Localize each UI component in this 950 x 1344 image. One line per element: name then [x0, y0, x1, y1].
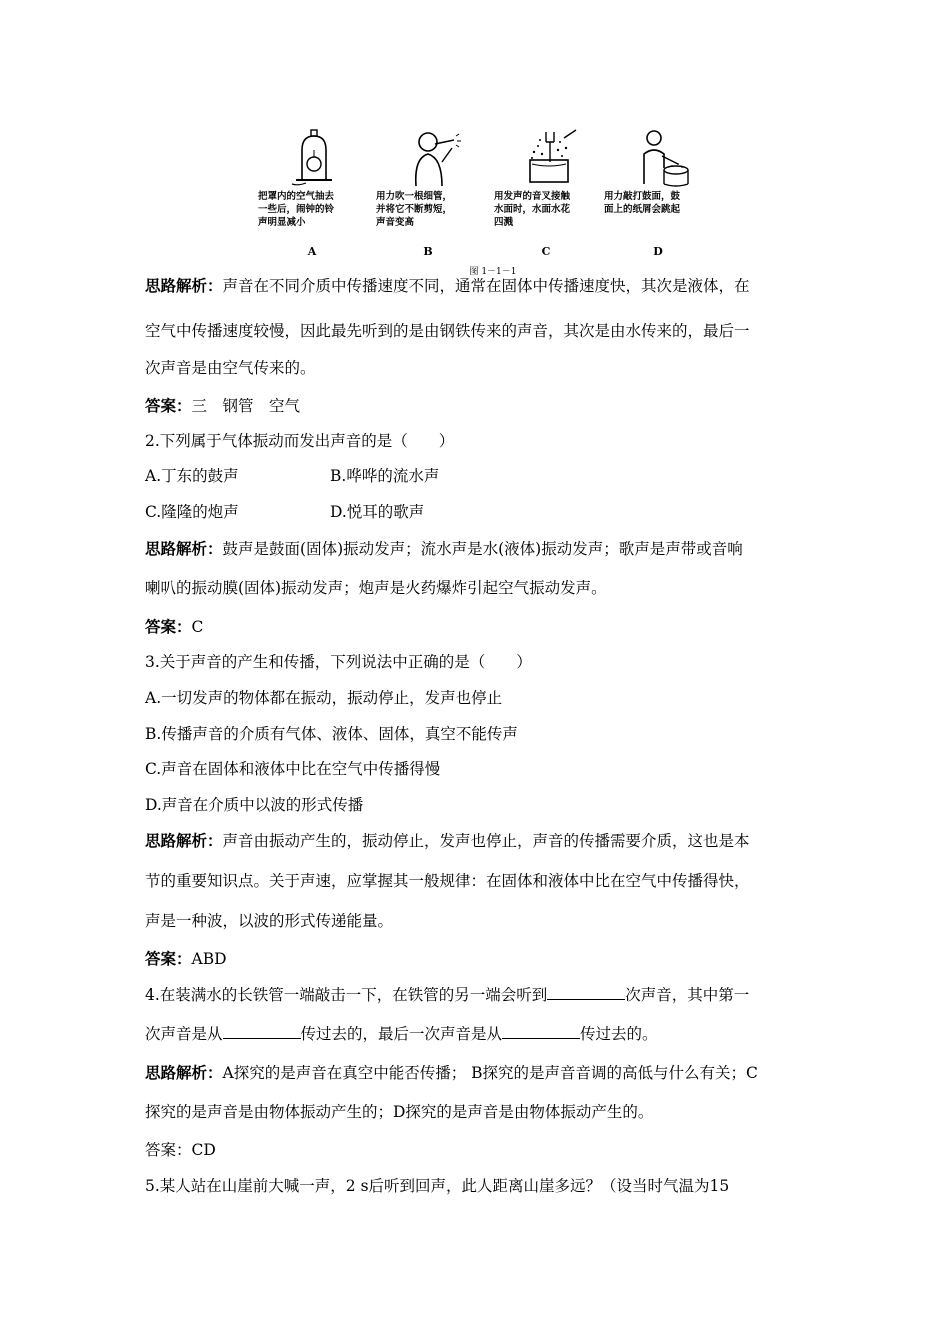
answer-blank-3[interactable] — [502, 1024, 580, 1039]
answer-1 — [145, 396, 300, 416]
question-2-option-a: A.丁东的鼓声 — [145, 467, 239, 485]
question-3-option-b: B.传播声音的介质有气体、液体、固体，真空不能传声 — [145, 725, 518, 743]
figure-1-1-1 — [258, 128, 728, 276]
explanation-text: A探究的是声音在真空中能否传播； B探究的是声音音调的高低与什么有关；C — [222, 1064, 758, 1082]
answer-text: C — [191, 618, 204, 636]
explanation-label: 思路解析： — [145, 276, 223, 295]
man-blowing-tube-illustration — [402, 128, 462, 188]
answer-4: 答案：CD — [145, 1141, 216, 1159]
panel-b-letter: B — [423, 245, 433, 258]
panel-d-caption: 用力敲打鼓面，鼓 面上的纸屑会跳起 — [604, 191, 681, 215]
question-4-text: 传过去的。 — [580, 1025, 658, 1043]
answer-text: 三 钢管 空气 — [191, 397, 301, 415]
figure-title: 图 1－1－1 — [469, 267, 517, 277]
explanation-2-line2: 喇叭的振动膜(固体)振动发声；炮声是火药爆炸引起空气振动发声。 — [145, 579, 607, 597]
explanation-text: 声音由振动产生的，振动停止，发声也停止，声音的传播需要介质，这也是本 — [222, 832, 750, 850]
explanation-1-line2: 空气中传播速度较慢，因此最先听到的是由钢铁传来的声音，其次是由水传来的，最后一 — [145, 322, 750, 340]
question-3-option-a: A.一切发声的物体都在振动，振动停止，发声也停止 — [145, 689, 503, 707]
drum-striking-illustration — [630, 128, 690, 188]
panel-b-caption: 用力吹一根细管， 并将它不断剪短， 声音变高 — [376, 191, 453, 228]
panel-d — [604, 128, 716, 216]
answer-label: 答案： — [145, 396, 192, 415]
tuning-fork-water-illustration — [520, 128, 580, 188]
question-2: 2.下列属于气体振动而发出声音的是（ ） — [145, 432, 455, 450]
panel-c-letter: C — [541, 245, 551, 258]
question-4-text: 传过去的，最后一次声音是从 — [300, 1025, 503, 1043]
answer-blank-1[interactable] — [547, 985, 625, 1000]
explanation-2 — [145, 539, 743, 559]
explanation-3 — [145, 831, 750, 851]
answer-label: 答案： — [145, 949, 192, 968]
explanation-3-line2: 节的重要知识点。关于声速，应掌握其一般规律：在固体和液体中比在空气中传播得快， — [145, 872, 750, 890]
explanation-1 — [145, 276, 750, 296]
panel-c-caption: 用发声的音叉接触 水面时，水面水花 四溅 — [494, 191, 571, 228]
explanation-label: 思路解析： — [145, 831, 223, 850]
question-3-option-d: D.声音在介质中以波的形式传播 — [145, 796, 364, 814]
question-3-option-c: C.声音在固体和液体中比在空气中传播得慢 — [145, 760, 441, 778]
question-4 — [145, 985, 749, 1005]
panel-a-caption: 把罩内的空气抽去 一些后，闹钟的铃 声明显减小 — [258, 191, 335, 228]
explanation-3-line3: 声是一种波，以波的形式传递能量。 — [145, 912, 394, 930]
question-4-text: 次声音是从 — [145, 1025, 223, 1043]
answer-3 — [145, 949, 227, 969]
question-4-text: 4.在装满水的长铁管一端敲击一下，在铁管的另一端会听到 — [145, 986, 548, 1004]
explanation-text: 鼓声是鼓面(固体)振动发声；流水声是水(液体)振动发声；歌声是声带或音响 — [222, 540, 743, 558]
question-2-option-c: C.隆隆的炮声 — [145, 503, 239, 521]
panel-b — [376, 128, 488, 229]
explanation-label: 思路解析： — [145, 539, 223, 558]
panel-a — [258, 128, 370, 229]
answer-2 — [145, 617, 203, 637]
question-2-option-d: D.悦耳的歌声 — [330, 503, 425, 521]
question-5: 5.某人站在山崖前大喊一声，2 s后听到回声，此人距离山崖多远？（设当时气温为15 — [145, 1177, 730, 1195]
explanation-label: 思路解析： — [145, 1063, 223, 1082]
explanation-4-line2: 探究的是声音是由物体振动产生的；D探究的是声音是由物体振动产生的。 — [145, 1103, 654, 1121]
explanation-4 — [145, 1063, 758, 1083]
bell-jar-illustration — [284, 128, 344, 188]
explanation-1-line3: 次声音是由空气传来的。 — [145, 359, 316, 377]
panel-a-letter: A — [307, 245, 317, 258]
panel-d-letter: D — [653, 245, 663, 258]
question-4-text: 次声音，其中第一 — [625, 986, 750, 1004]
answer-label: 答案： — [145, 617, 192, 636]
question-4-line2 — [145, 1024, 658, 1044]
question-2-option-b: B.哗哗的流水声 — [330, 467, 440, 485]
question-3: 3.关于声音的产生和传播，下列说法中正确的是（ ） — [145, 653, 532, 671]
answer-blank-2[interactable] — [223, 1024, 301, 1039]
answer-text: ABD — [191, 950, 227, 968]
explanation-text: 声音在不同介质中传播速度不同，通常在固体中传播速度快，其次是液体，在 — [222, 277, 750, 295]
panel-c — [494, 128, 606, 229]
